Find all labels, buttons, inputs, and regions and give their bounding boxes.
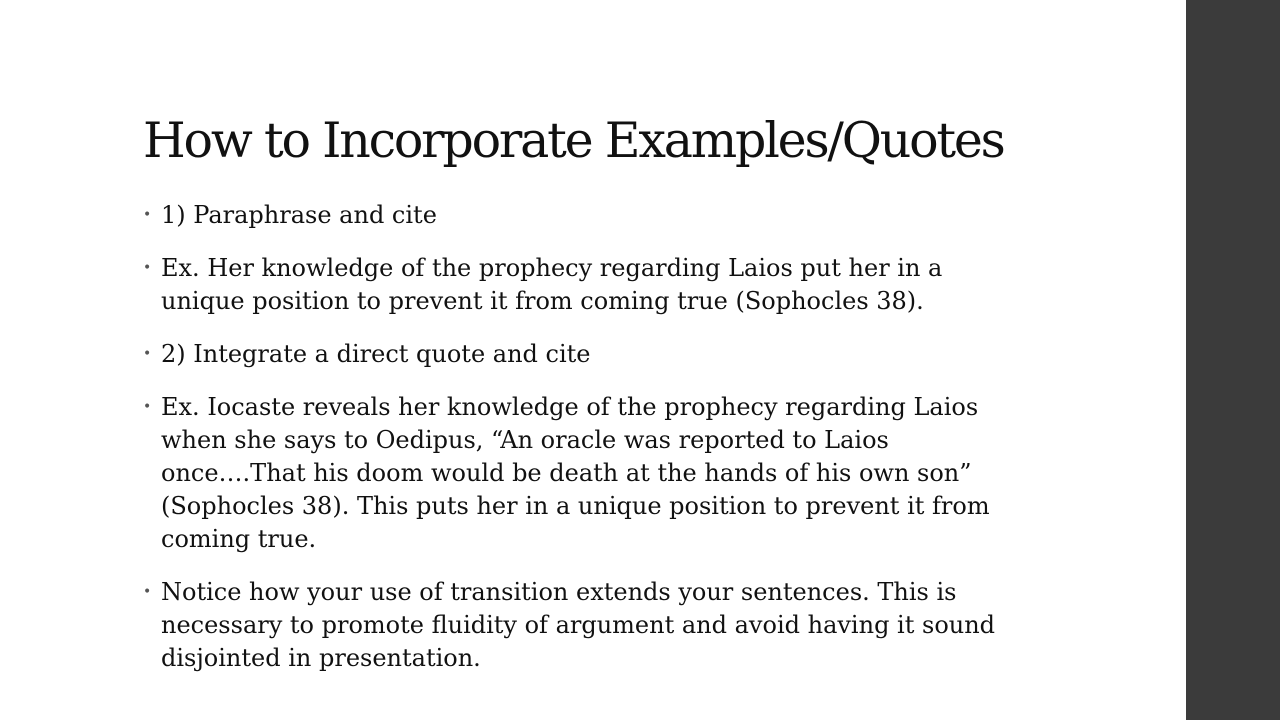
bullet-marker: • <box>143 584 152 600</box>
bullet-item-direct-quote-example <box>140 391 1030 556</box>
bullet-text: Notice how your use of transition extends your sentences. This is necessary to promote fluidity of argument and avoid having it sound disjointed in presentation. <box>161 578 996 672</box>
bullet-item-paraphrase-example <box>140 252 1030 318</box>
accent-side-bar <box>1186 0 1280 720</box>
bullet-item-transition-note <box>140 576 1030 675</box>
bullet-item-direct-quote <box>140 338 1030 371</box>
bullet-item-paraphrase <box>140 199 1030 232</box>
bullet-text: 2) Integrate a direct quote and cite <box>161 340 591 368</box>
bullet-marker: • <box>143 399 152 415</box>
bullet-marker: • <box>143 207 152 223</box>
bullet-text: 1) Paraphrase and cite <box>161 201 437 229</box>
bullet-marker: • <box>143 346 152 362</box>
slide-title: How to Incorporate Examples/Quotes <box>143 112 1004 169</box>
bullet-text: Ex. Iocaste reveals her knowledge of the prophecy regarding Laios when she says to Oedipus, “An oracle was reported to Laios once….That his doom would be death at the hands of his own son” (Sophocles 38). This puts her in a unique position to prevent it from coming true. <box>161 393 990 553</box>
bullet-list <box>140 199 1030 675</box>
bullet-marker: • <box>143 260 152 276</box>
bullet-text: Ex. Her knowledge of the prophecy regarding Laios put her in a unique position to prevent it from coming true (Sophocles 38). <box>161 254 943 315</box>
